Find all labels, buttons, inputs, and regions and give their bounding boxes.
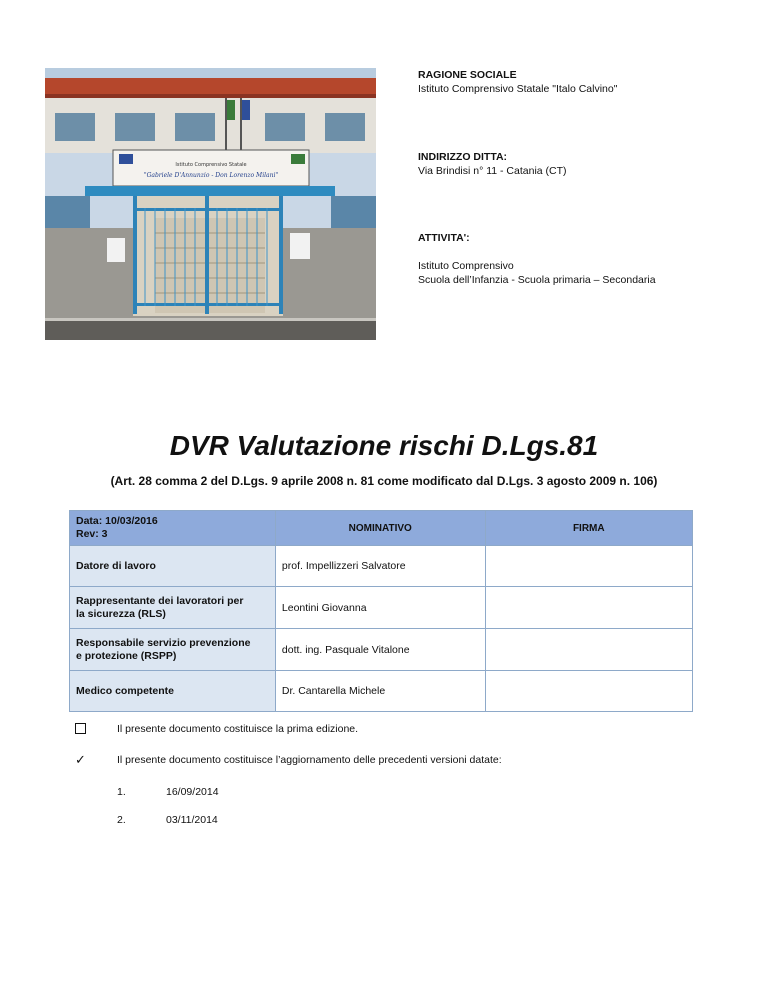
update-check-icon[interactable]: ✓	[75, 752, 86, 767]
name-cell: prof. Impellizzeri Salvatore	[275, 546, 485, 587]
attivita-line1: Istituto Comprensivo	[418, 260, 514, 272]
first-edition-checkbox-icon[interactable]	[75, 723, 86, 734]
first-edition-text: Il presente documento costituisce la prima edizione.	[117, 723, 359, 735]
sign-text-line2: "Gabriele D'Annunzio - Don Lorenzo Milani"	[143, 172, 279, 179]
ragione-sociale-block	[418, 68, 617, 96]
update-text: Il presente documento costituisce l’aggiornamento delle precedenti versioni datate:	[117, 754, 502, 766]
firma-header: FIRMA	[485, 511, 692, 546]
table-row	[70, 546, 693, 587]
signature-cell	[485, 629, 692, 671]
table-header-row	[70, 511, 693, 546]
role-cell	[70, 587, 276, 629]
role-line2: e protezione (RSPP)	[76, 649, 177, 662]
signature-cell	[485, 671, 692, 712]
name-cell: dott. ing. Pasquale Vitalone	[275, 629, 485, 671]
date-rev-cell	[70, 511, 276, 546]
school-building-photo	[45, 68, 376, 340]
role-line1: Rappresentante dei lavoratori per	[76, 594, 244, 607]
role-line2: la sicurezza (RLS)	[76, 607, 166, 620]
attivita-block	[418, 231, 656, 287]
signature-cell	[485, 587, 692, 629]
document-subtitle: (Art. 28 comma 2 del D.Lgs. 9 aprile 2008 n. 81 come modificato dal D.Lgs. 3 agosto 2009 n. 106)	[110, 474, 658, 488]
table-row	[70, 587, 693, 629]
role-cell: Medico competente	[70, 671, 276, 712]
indirizzo-block	[418, 150, 567, 178]
signature-cell	[485, 546, 692, 587]
table-row	[70, 671, 693, 712]
rev-label: Rev: 3	[76, 528, 108, 540]
version-date: 16/09/2014	[166, 786, 219, 798]
ragione-sociale-value: Istituto Comprensivo Statale "Italo Calvino"	[418, 83, 618, 95]
attivita-line2: Scuola dell’Infanzia - Scuola primaria – Secondaria	[418, 274, 656, 286]
attivita-label: ATTIVITA':	[418, 232, 470, 244]
version-date: 03/11/2014	[166, 814, 218, 826]
role-cell: Datore di lavoro	[70, 546, 276, 587]
ragione-sociale-label: RAGIONE SOCIALE	[418, 69, 517, 81]
indirizzo-value: Via Brindisi n° 11 - Catania (CT)	[418, 165, 567, 177]
name-cell: Dr. Cantarella Michele	[275, 671, 485, 712]
role-cell	[70, 629, 276, 671]
nominativo-header: NOMINATIVO	[275, 511, 485, 546]
sign-text-line1: Istituto Comprensivo Statale	[175, 162, 247, 168]
table-row	[70, 629, 693, 671]
date-label: Data: 10/03/2016	[76, 515, 158, 527]
version-number: 1.	[117, 786, 126, 798]
name-cell: Leontini Giovanna	[275, 587, 485, 629]
role-line1: Responsabile servizio prevenzione	[76, 636, 251, 649]
version-number: 2.	[117, 814, 126, 826]
indirizzo-label: INDIRIZZO DITTA:	[418, 151, 508, 163]
document-title: DVR Valutazione rischi D.Lgs.81	[169, 430, 599, 461]
signature-table	[69, 510, 693, 712]
